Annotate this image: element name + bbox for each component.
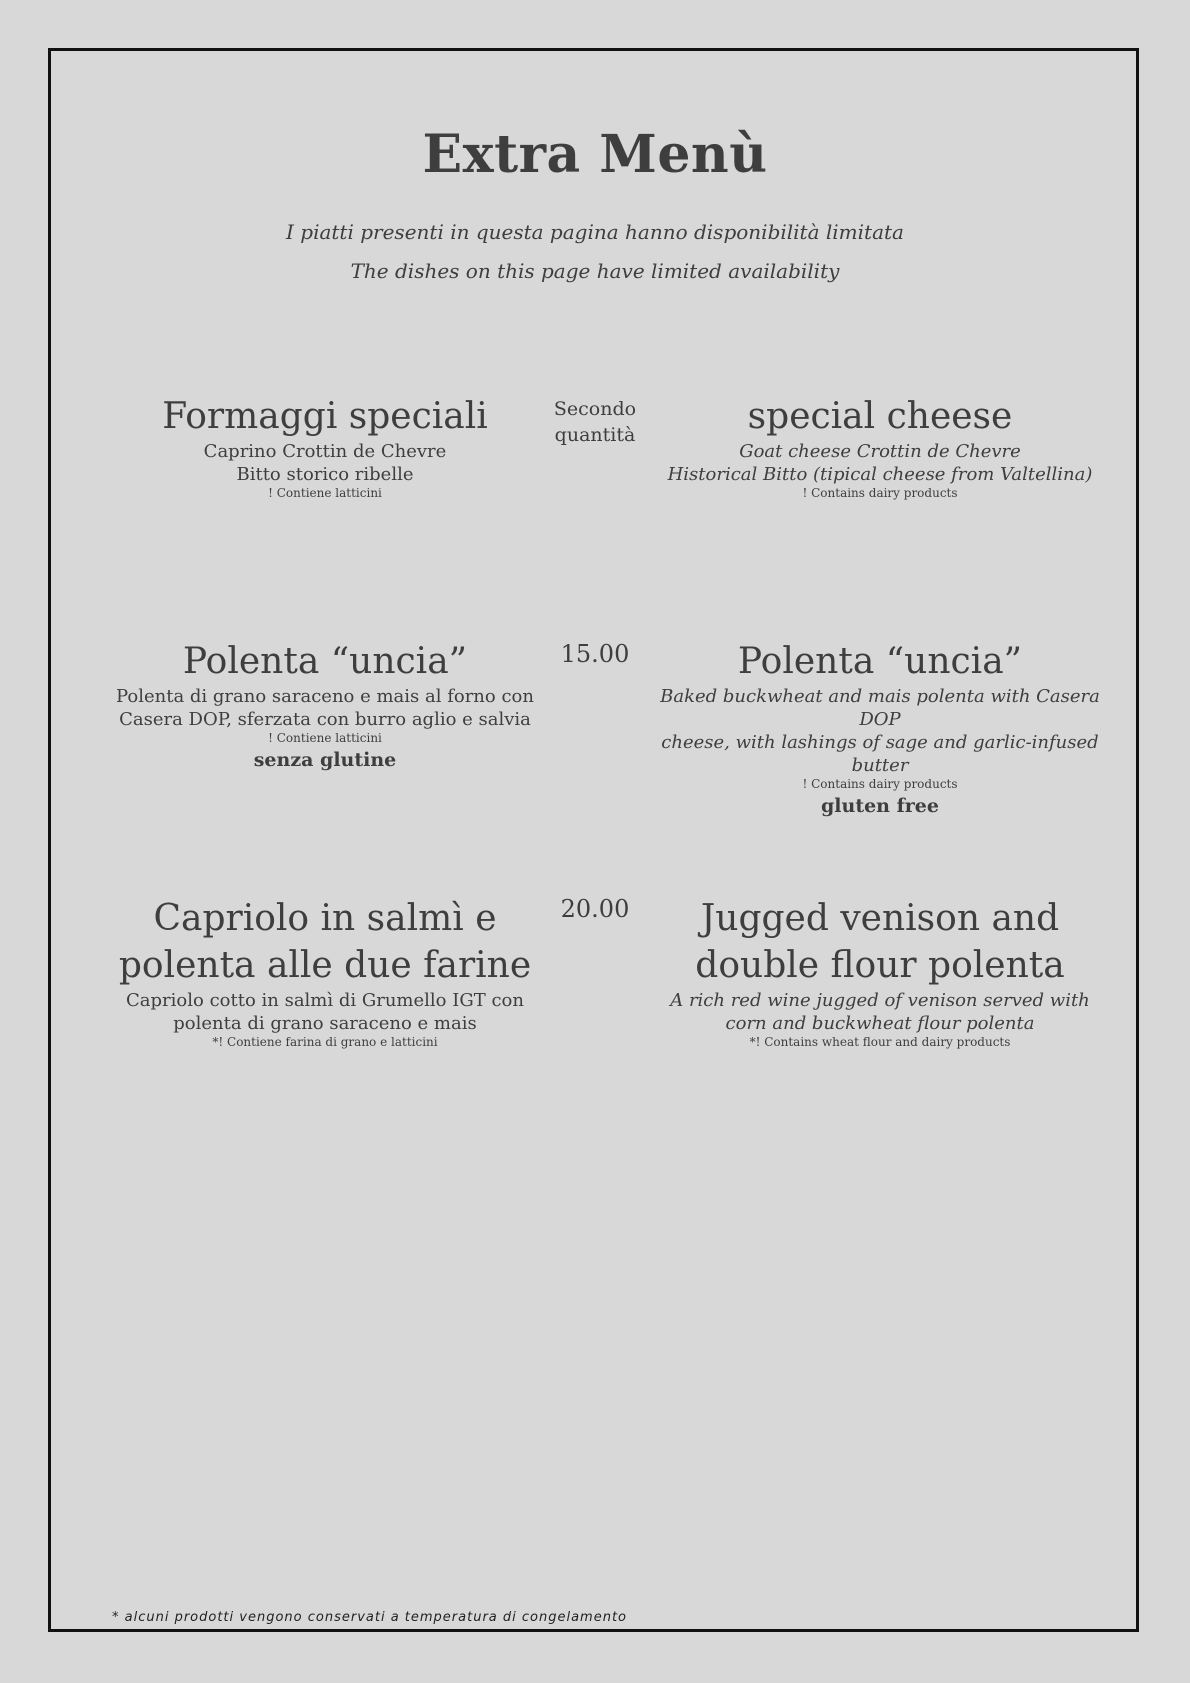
dish-1-english — [660, 393, 1100, 501]
dish-name: Polenta “uncia” — [737, 641, 1023, 682]
dish-1-italian — [105, 393, 545, 501]
allergen-note: ! Contains dairy products — [802, 486, 958, 500]
dish-description-line: A rich red wine jugged of venison served with — [670, 990, 1090, 1011]
dish-description-line: Polenta di grano saraceno e mais al forno con — [116, 686, 534, 707]
allergen-note: *! Contiene farina di grano e latticini — [212, 1035, 438, 1049]
dish-name: Formaggi speciali — [162, 396, 488, 437]
menu-border — [48, 48, 1139, 1632]
dish-description-line: cheese, with lashings of sage and garlic-infused butter — [661, 732, 1099, 776]
dish-description-line: Caprino Crottin de Chevre — [203, 441, 447, 462]
price-line: Secondo — [553, 398, 637, 420]
dish-name: special cheese — [747, 396, 1013, 437]
page-title: Extra Menù — [422, 124, 768, 185]
dish-name-line: Capriolo in salmì e — [153, 898, 497, 939]
dish-2-price: 15.00 — [560, 640, 630, 668]
dish-3-english — [660, 895, 1100, 1050]
dish-3-italian — [105, 895, 545, 1050]
dish-description-line: Historical Bitto (tipical cheese from Valtellina) — [667, 464, 1093, 485]
dish-description-line: Capriolo cotto in salmì di Grumello IGT con — [126, 990, 524, 1011]
dish-2-italian — [105, 638, 545, 772]
dish-name: Polenta “uncia” — [182, 641, 468, 682]
allergen-note: ! Contains dairy products — [802, 777, 958, 791]
dish-name-line: double flour polenta — [695, 945, 1065, 986]
gluten-free-tag: gluten free — [821, 795, 939, 817]
dish-name-line: polenta alle due farine — [118, 945, 532, 986]
dish-description-line: Baked buckwheat and mais polenta with Casera DOP — [660, 686, 1100, 730]
dish-description-line: Bitto storico ribelle — [236, 464, 414, 485]
allergen-note: ! Contiene latticini — [268, 486, 382, 500]
dish-2-english — [660, 638, 1100, 818]
dish-description-line: corn and buckwheat flour polenta — [725, 1013, 1035, 1034]
dish-name-line: Jugged venison and — [700, 898, 1060, 939]
dish-1-price — [515, 396, 675, 448]
price-line: quantità — [554, 424, 636, 446]
allergen-note: *! Contains wheat flour and dairy products — [749, 1035, 1011, 1049]
subtitle-italian: I piatti presenti in questa pagina hanno disponibilità limitata — [286, 220, 904, 244]
dish-3-price: 20.00 — [560, 895, 630, 923]
gluten-free-tag: senza glutine — [253, 749, 397, 771]
allergen-note: ! Contiene latticini — [268, 731, 382, 745]
dish-description-line: Goat cheese Crottin de Chevre — [739, 441, 1021, 462]
dish-description-line: Casera DOP, sferzata con burro aglio e salvia — [119, 709, 531, 730]
dish-description-line: polenta di grano saraceno e mais — [173, 1013, 477, 1034]
footer-note: * alcuni prodotti vengono conservati a temperatura di congelamento — [112, 1610, 628, 1625]
subtitle-english: The dishes on this page have limited availability — [350, 259, 840, 283]
